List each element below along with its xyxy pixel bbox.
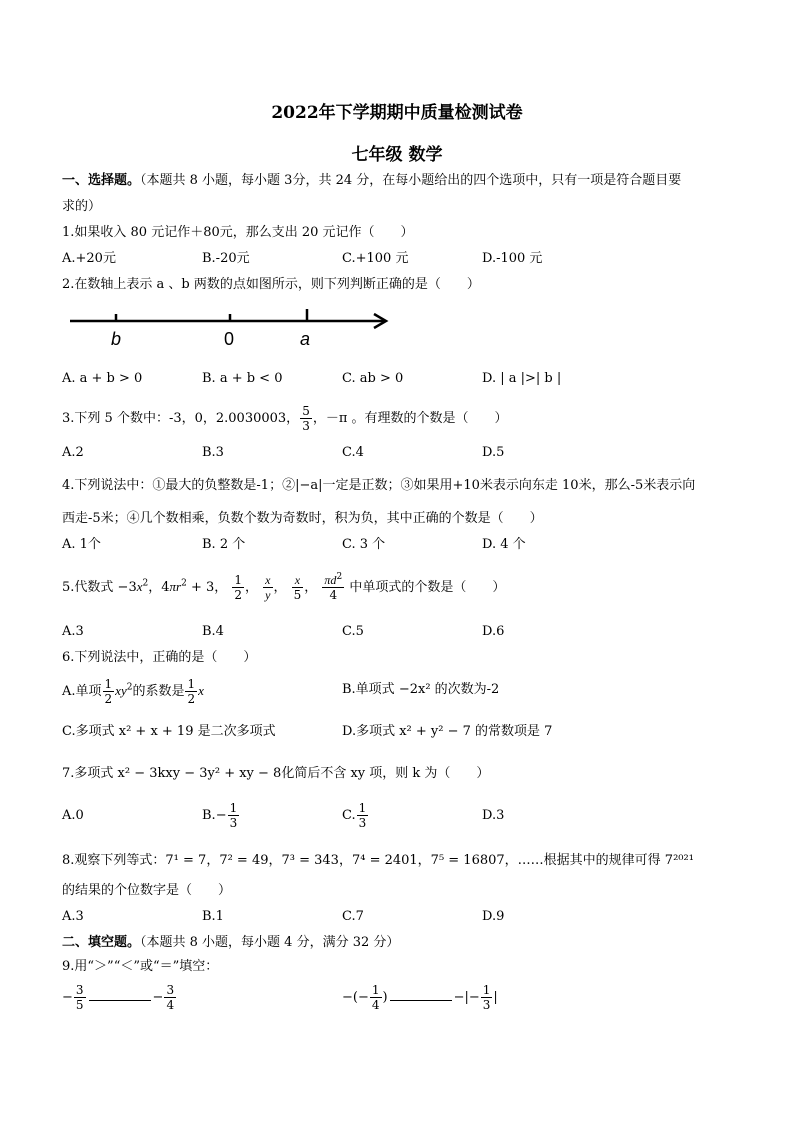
exam-subtitle: 七年级 数学	[351, 145, 443, 165]
q3-option-d: D.5	[482, 445, 505, 460]
question-4-stem-line2: 西走-5米；④几个数相乘，负数个数为奇数时，积为负，其中正确的个数是（ ）	[62, 511, 543, 526]
q2-option-c: C. ab > 0	[342, 371, 404, 386]
q9-item-2: −(− $\frac{1}{4}$ ) −|− $\frac{1}{3}$ |	[342, 983, 498, 1012]
q3-stem-part1: 3.下列 5 个数中：-3，0，2.0030003，	[62, 411, 300, 426]
q3-stem-part2: ，－π 。有理数的个数是（ ）	[312, 411, 508, 426]
section2-header	[62, 934, 399, 952]
question-4-stem-line1: 4.下列说法中：①最大的负整数是-1；②|−a|一定是正数；③如果用+10米表示向东走 10米，那么-5米表示向	[62, 478, 696, 493]
question-3-stem	[62, 404, 508, 434]
q6-option-d: D.多项式 x² + y² − 7 的常数项是 7	[342, 724, 553, 739]
question-2-stem: 2.在数轴上表示 a 、b 两数的点如图所示，则下列判断正确的是（ ）	[62, 277, 480, 292]
question-1-stem: 1.如果收入 80 元记作＋80元，那么支出 20 元记作（ ）	[62, 225, 414, 240]
number-line-figure	[62, 302, 398, 352]
q7-expression: x² − 3kxy − 3y² + xy − 8	[117, 766, 282, 781]
section1-head: 一、选择题。	[62, 173, 141, 188]
q1-option-b: B.-20元	[202, 251, 250, 266]
axis-label-0: 0	[224, 329, 235, 349]
q4-option-a: A. 1个	[62, 537, 101, 552]
q3-option-b: B.3	[202, 445, 224, 460]
q5-option-b: B.4	[202, 624, 224, 639]
fraction-5-3	[300, 404, 312, 433]
q5-tail: 中单项式的个数是（ ）	[349, 580, 506, 595]
q1-option-a: A.+20元	[62, 251, 116, 266]
q2-option-a: A. a + b > 0	[62, 371, 143, 386]
axis-label-a: a	[300, 329, 311, 349]
section1-header	[62, 172, 681, 190]
fraction-numerator: 5	[302, 404, 310, 418]
section2-desc: （本题共 8 小题，每小题 4 分，满分 32 分）	[140, 935, 400, 950]
question-7-stem: 7.多项式 x² − 3kxy − 3y² + xy − 8化简后不含 xy 项，则 k 为（ ）	[62, 766, 490, 781]
q8-option-b: B.1	[202, 909, 224, 924]
q5-option-a: A.3	[62, 624, 84, 639]
q7-option-c: C. $\frac{1}{3}$	[342, 801, 367, 830]
q9-item-1: − $\frac{3}{5}$ − $\frac{3}{4}$	[62, 983, 175, 1012]
fraction-denominator: 3	[302, 419, 310, 433]
q4-option-d: D. 4 个	[482, 537, 526, 552]
q4-option-b: B. 2 个	[202, 537, 246, 552]
q8-option-a: A.3	[62, 909, 84, 924]
question-8-stem-line1: 8.观察下列等式：7¹ = 7，7² = 49，7³ = 343，7⁴ = 2401，7⁵ = 16807，……根据其中的规律可得 7²⁰²¹	[62, 853, 694, 868]
q1-option-c: C.+100 元	[342, 251, 409, 266]
axis-label-b: b	[111, 329, 122, 349]
question-8-stem-line2: 的结果的个位数字是（ ）	[62, 883, 232, 898]
q7-option-a: A.0	[62, 808, 84, 823]
section1-desc-cont: 求的）	[62, 199, 102, 214]
question-6-stem: 6.下列说法中，正确的是（ ）	[62, 650, 257, 665]
q2-option-d: D. | a |>| b |	[482, 371, 562, 386]
q7-option-b: B.− $\frac{1}{3}$	[202, 801, 238, 830]
q5-expressions: $-3x^2$，$4\pi r^2 + 3$， $\frac{1}{2}$ ， $\frac{x}{y}$ ， $\frac{x}{5}$ ， $\frac{\pi d^2}{4}$	[117, 572, 343, 602]
q3-option-a: A.2	[62, 445, 84, 460]
q5-option-c: C.5	[342, 624, 364, 639]
answer-blank[interactable]	[390, 988, 452, 1001]
section2-head: 二、填空题。	[62, 935, 141, 950]
q7-option-d: D.3	[482, 808, 505, 823]
q6-option-b: B.单项式 −2x² 的次数为-2	[342, 682, 500, 697]
q8-option-d: D.9	[482, 909, 505, 924]
q5-lead: 5.代数式	[62, 580, 114, 595]
exam-title: 2022年下学期期中质量检测试卷	[271, 103, 523, 123]
q5-option-d: D.6	[482, 624, 505, 639]
section1-desc: （本题共 8 小题，每小题 3分，共 24 分，在每小题给出的四个选项中，只有一项是符合题目要	[140, 173, 682, 188]
q6-option-c: C.多项式 x² + x + 19 是二次多项式	[62, 724, 276, 739]
answer-blank[interactable]	[89, 988, 151, 1001]
question-9-stem: 9.用“＞”“＜”或“＝”填空：	[62, 959, 219, 974]
q2-option-b: B. a + b < 0	[202, 371, 283, 386]
q3-option-c: C.4	[342, 445, 364, 460]
question-5-stem	[62, 570, 505, 605]
q4-option-c: C. 3 个	[342, 537, 386, 552]
q6-option-a: A.单项 $\frac{1}{2}$ $xy^2$的系数是 $\frac{1}{2}$ x	[62, 677, 204, 706]
q8-option-c: C.7	[342, 909, 364, 924]
q1-option-d: D.-100 元	[482, 251, 543, 266]
